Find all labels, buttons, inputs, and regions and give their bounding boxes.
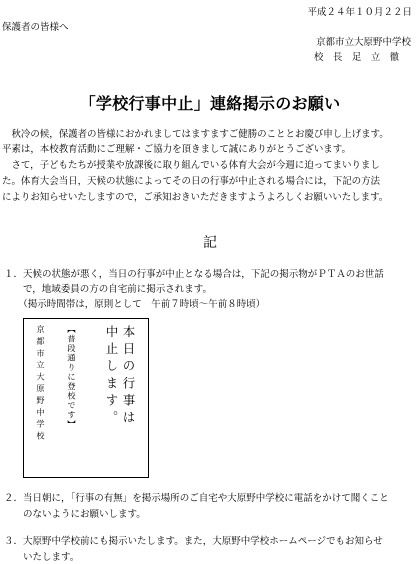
body-line-2: 平素は，本校教育活動にご理解・ご協力を頂きまして誠にありがとうございます。 xyxy=(2,144,351,155)
document-date: 平成２４年１０月２２日 xyxy=(307,7,412,18)
item-2-line-2: のないようにお願いします。 xyxy=(4,509,146,520)
ki-heading: 記 xyxy=(203,235,217,251)
document-title: 「学校行事中止」連絡掲示のお願い xyxy=(79,94,341,113)
sign-note: 【普段通りに登校です】 xyxy=(67,325,77,430)
recipient-line: 保護者の皆様へ xyxy=(2,22,69,33)
item-3-line-2: いたします。 xyxy=(4,552,80,563)
body-line-1: 秋冷の候，保護者の皆様におかれましてはますますご健勝のこととお慶び申し上げます。 xyxy=(2,129,389,140)
item-1-line-1: １．天候の状態が悪く，当日の行事が中止となる場合は，下記の掲示物がＰＴＡのお世話 xyxy=(4,269,384,280)
item-3-line-1: ３．大原野中学校前にも掲示いたします。また，大原野中学校ホームページでもお知らせ xyxy=(4,536,383,547)
item-2-line-1: ２．当日朝に，「行事の有無」を掲示場所のご自宅や大原野中学校に電話をかけて聞くこと xyxy=(4,493,389,504)
sign-school: 京都市立大原野中学校 xyxy=(36,325,46,443)
notice-sign xyxy=(23,318,149,478)
school-name: 京都市立大原野中学校 xyxy=(315,37,411,48)
body-line-4: た。体育大会当日，天候の状態によってその日の行事が中止される場合には，下記の方法 xyxy=(2,176,381,187)
principal-name: 校 長 足 立 徹 xyxy=(314,52,403,63)
item-1-line-2: で，地域委員の方の自宅前に掲示されます。 xyxy=(4,284,213,295)
sign-main-line-1: 本日の行事は xyxy=(121,325,136,428)
body-line-5: によりお知らせいたしますので，ご承知おきいただきますようよろしくお願いいたします。 xyxy=(2,192,389,203)
item-1-line-3: （掲示時間帯は，原則として 午前７時頃～午前８時頃） xyxy=(4,299,266,310)
sign-main-line-2: 中止します。 xyxy=(104,325,119,428)
body-line-3: さて，子どもたちが授業や放課後に取り組んでいる体育大会が今週に迫ってまいりまし xyxy=(2,160,380,171)
